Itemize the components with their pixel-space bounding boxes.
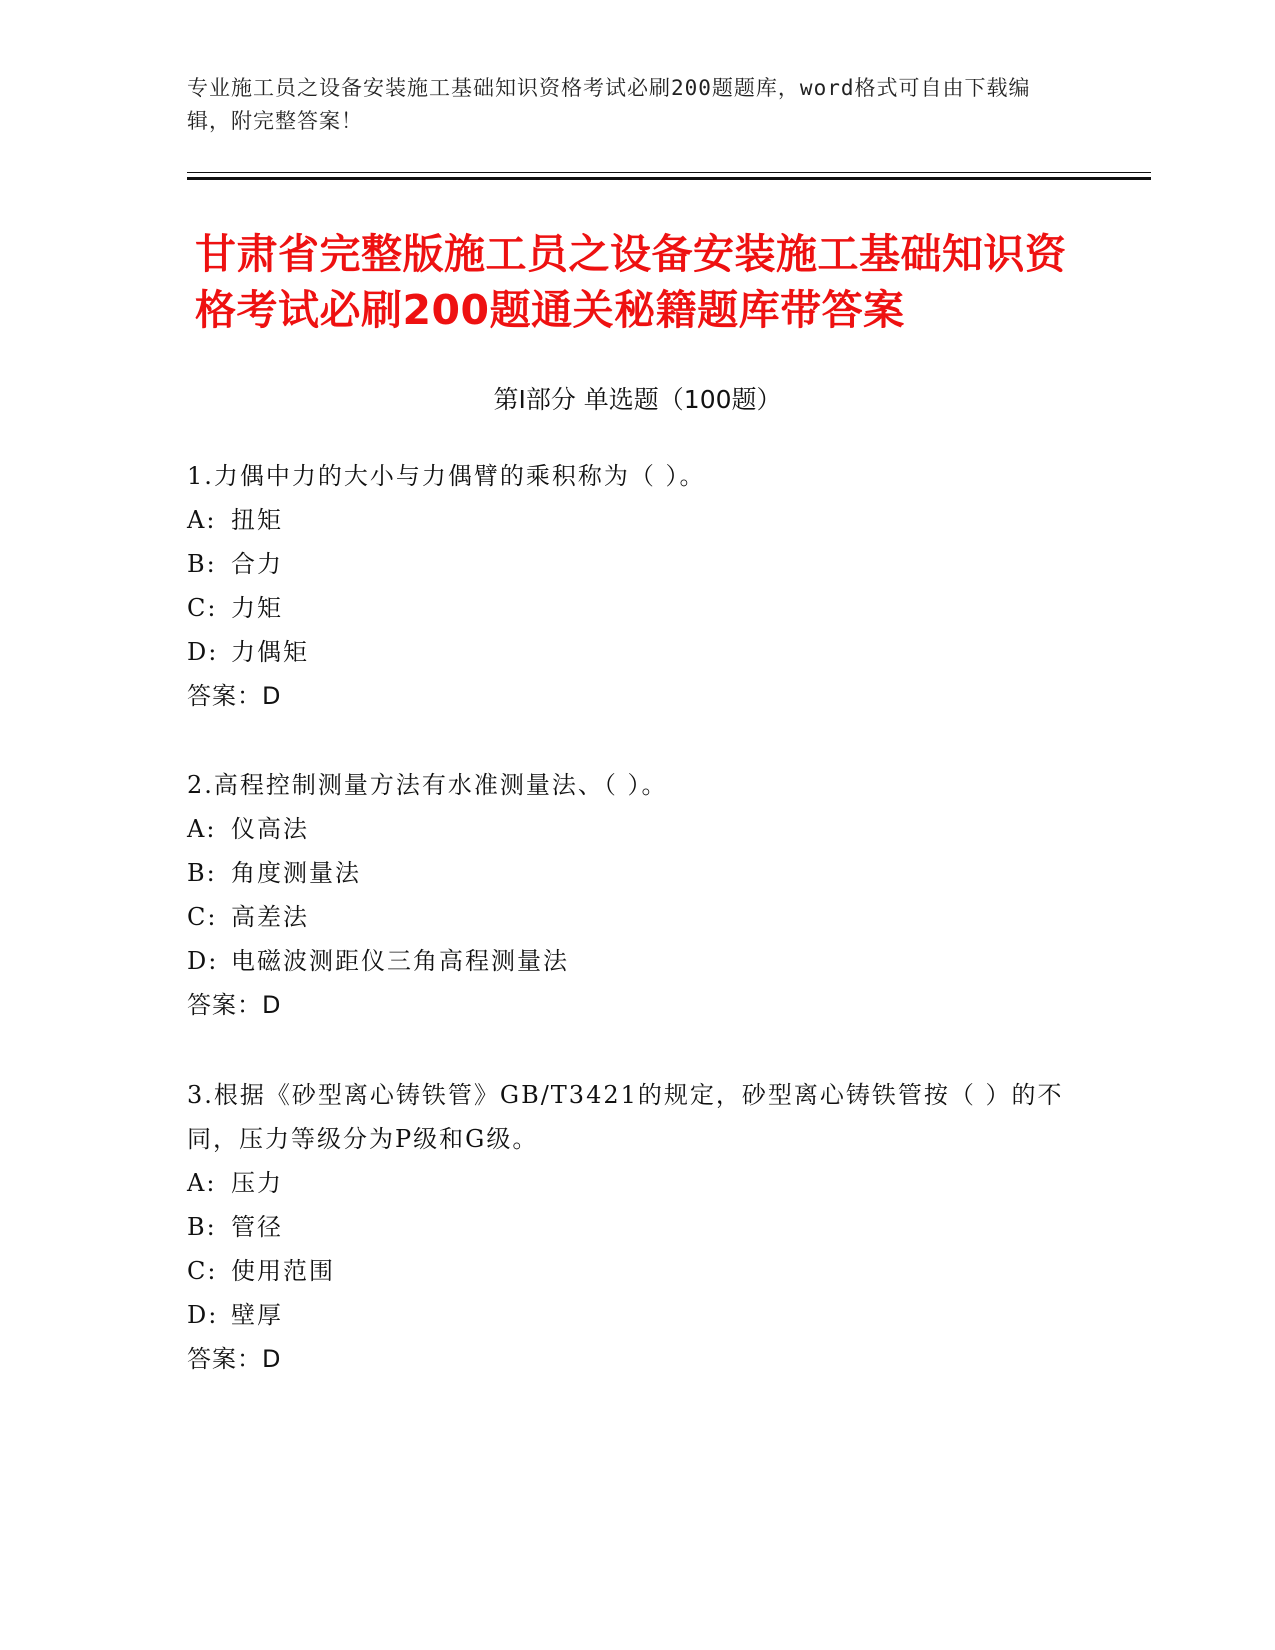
option-b xyxy=(187,542,1067,586)
question-stem: 1.力偶中力的大小与力偶臂的乘积称为（ ）。 xyxy=(187,462,706,490)
option-text: 使用范围 xyxy=(231,1257,335,1285)
document-title: 甘肃省完整版施工员之设备安装施工基础知识资格考试必刷200题通关秘籍题库带答案 xyxy=(195,230,1067,334)
option-text: 高差法 xyxy=(231,903,309,931)
option-key: D: xyxy=(187,947,219,975)
option-key: D: xyxy=(187,638,219,666)
option-c xyxy=(187,895,1067,939)
option-text: 仪高法 xyxy=(231,815,309,843)
option-text: 扭矩 xyxy=(231,506,283,534)
question-3 xyxy=(187,1073,1067,1381)
option-text: 合力 xyxy=(231,550,283,578)
answer-line: 答案：D xyxy=(187,1345,282,1373)
answer-line: 答案：D xyxy=(187,682,282,710)
option-key: A: xyxy=(187,815,217,843)
option-d xyxy=(187,630,1067,674)
option-key: A: xyxy=(187,1169,217,1197)
option-key: C: xyxy=(187,1257,218,1285)
option-key: B: xyxy=(187,550,217,578)
option-text: 压力 xyxy=(231,1169,283,1197)
option-text: 力矩 xyxy=(231,594,283,622)
option-b xyxy=(187,851,1067,895)
option-d xyxy=(187,1293,1067,1337)
header-rule-thick xyxy=(187,177,1151,180)
answer-line: 答案：D xyxy=(187,991,282,1019)
option-text: 角度测量法 xyxy=(231,859,361,887)
question-1 xyxy=(187,454,1067,718)
option-text: 电磁波测距仪三角高程测量法 xyxy=(231,947,569,975)
option-text: 力偶矩 xyxy=(231,638,309,666)
option-a xyxy=(187,498,1067,542)
option-text: 管径 xyxy=(231,1213,283,1241)
option-c xyxy=(187,1249,1067,1293)
question-2 xyxy=(187,763,1067,1027)
option-d xyxy=(187,939,1067,983)
question-stem: 2.高程控制测量方法有水准测量法、（ ）。 xyxy=(187,771,668,799)
option-key: B: xyxy=(187,859,217,887)
option-key: B: xyxy=(187,1213,217,1241)
option-a xyxy=(187,807,1067,851)
option-b xyxy=(187,1205,1067,1249)
option-key: A: xyxy=(187,506,217,534)
section-heading: 第Ⅰ部分 单选题（100题） xyxy=(493,385,782,414)
option-c xyxy=(187,586,1067,630)
option-a xyxy=(187,1161,1067,1205)
question-stem: 3.根据《砂型离心铸铁管》GB/T3421的规定，砂型离心铸铁管按（ ）的不同，压力等级分为P级和G级。 xyxy=(187,1081,1064,1153)
option-key: C: xyxy=(187,594,218,622)
option-key: C: xyxy=(187,903,218,931)
header-note: 专业施工员之设备安装施工基础知识资格考试必刷200题题库，word格式可自由下载编辑，附完整答案！ xyxy=(187,76,1031,133)
header-rule-thin xyxy=(187,172,1151,173)
option-key: D: xyxy=(187,1301,219,1329)
option-text: 壁厚 xyxy=(231,1301,283,1329)
